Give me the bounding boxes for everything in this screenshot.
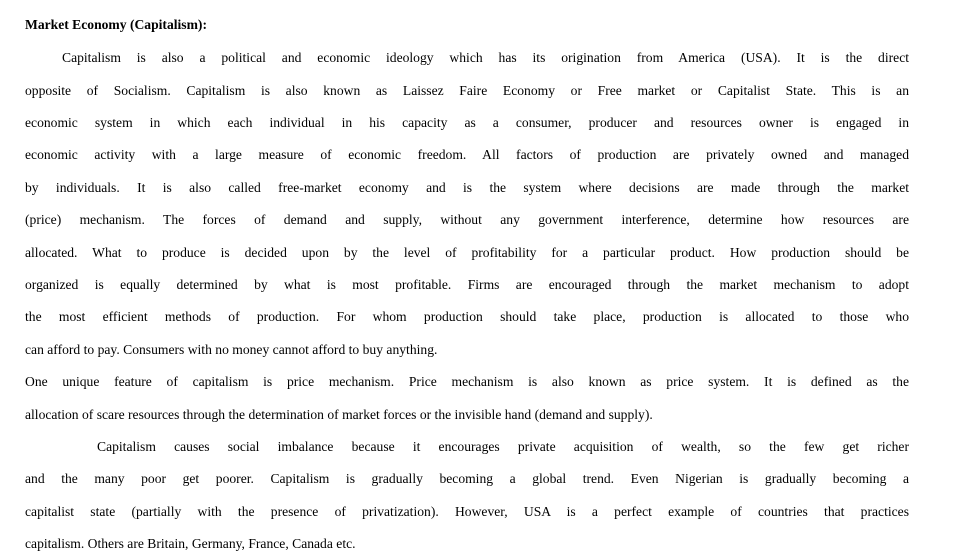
paragraph-line: Capitalism is also a political and economic ideology which has its origination from America (USA). It is the direct [62, 50, 909, 65]
paragraph-line: capitalist state (partially with the presence of privatization). However, USA is a perfect example of countries that practices [25, 504, 909, 519]
paragraph-line: can afford to pay. Consumers with no money cannot afford to buy anything. [25, 342, 438, 357]
section-heading: Market Economy (Capitalism): [25, 17, 207, 32]
paragraph-line: by individuals. It is also called free-market economy and is the system where decisions are made through the market [25, 180, 909, 195]
paragraph-line: allocated. What to produce is decided upon by the level of profitability for a particular product. How production should be [25, 245, 909, 260]
paragraph-line: allocation of scare resources through the determination of market forces or the invisible hand (demand and supply). [25, 407, 653, 422]
paragraph-line: economic activity with a large measure of economic freedom. All factors of production are privately owned and managed [25, 147, 909, 162]
paragraph-line: opposite of Socialism. Capitalism is also known as Laissez Faire Economy or Free market or Capitalist State. This is an [25, 83, 909, 98]
paragraph-line: One unique feature of capitalism is price mechanism. Price mechanism is also known as price system. It is defined as the [25, 374, 909, 389]
paragraph-line: the most efficient methods of production. For whom production should take place, production is allocated to those who [25, 309, 909, 324]
paragraph-line: capitalism. Others are Britain, Germany, France, Canada etc. [25, 536, 356, 551]
paragraph-line: economic system in which each individual in his capacity as a consumer, producer and resources owner is engaged in [25, 115, 909, 130]
paragraph-line: Capitalism causes social imbalance because it encourages private acquisition of wealth, so the few get richer [97, 439, 909, 454]
paragraph-line: and the many poor get poorer. Capitalism is gradually becoming a global trend. Even Nigerian is gradually becoming a [25, 471, 909, 486]
paragraph-line: organized is equally determined by what is most profitable. Firms are encouraged through the market mechanism to adopt [25, 277, 909, 292]
paragraph-line: (price) mechanism. The forces of demand and supply, without any government interference, determine how resources are [25, 212, 909, 227]
